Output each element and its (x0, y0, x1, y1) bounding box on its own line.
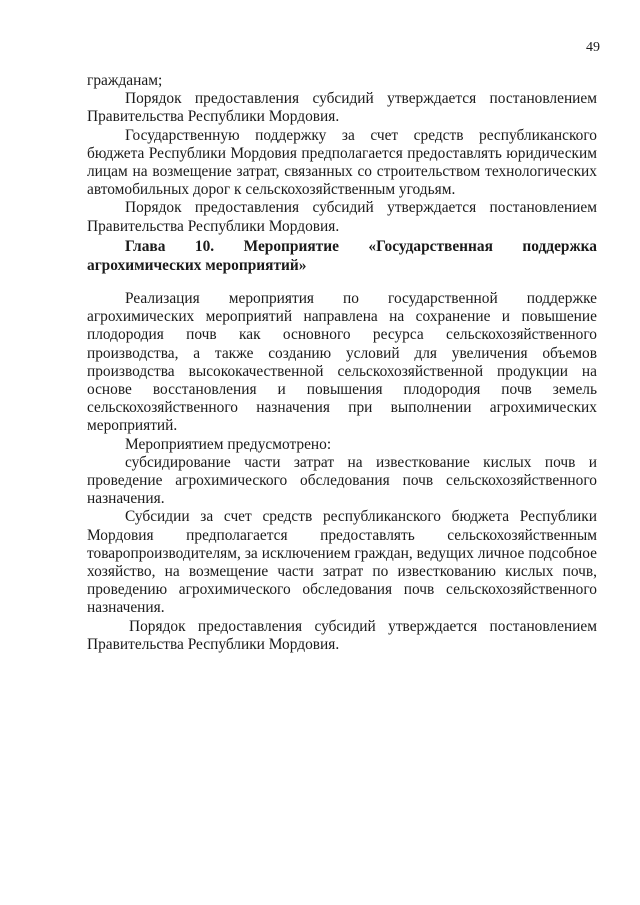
top-section (87, 72, 597, 236)
chapter-title-part-1: «Государственная (368, 238, 493, 255)
paragraph: Порядок предоставления субсидий утверждается постановлением Правительства Республики Мордовия. (87, 199, 597, 235)
paragraph: Мероприятием предусмотрено: (125, 435, 332, 453)
paragraph: Государственную поддержку за счет средств республиканского бюджета Республики Мордовия предполагается предоставлять юридическим лицам на возмещение затрат, связанных со строительством технологических автомобильных дорог к сельскохозяйственным угодьям. (87, 126, 597, 199)
chapter-heading (87, 238, 597, 275)
chapter-label: Глава (125, 238, 166, 255)
paragraph: Реализация мероприятия по государственной поддержке агрохимических мероприятий направлена на сохранение и повышение плодородия почв как основного ресурса сельскохозяйственного производства, а также созданию условий для увеличения объемов производства высококачественной сельскохозяйственной продукции на основе восстановления и повышения плодородия почв земель сельскохозяйственного назначения при выполнении агрохимических мероприятий. (87, 290, 597, 435)
paragraph: Порядок предоставления субсидий утверждается постановлением Правительства Республики Мордовия. (87, 617, 597, 653)
paragraph: гражданам; (87, 72, 163, 89)
chapter-title-part-2: поддержка (522, 238, 597, 255)
page-number: 49 (586, 40, 600, 55)
body-section (87, 290, 597, 654)
paragraph: субсидирование части затрат на известкование кислых почв и проведение агрохимического обследования почв сельскохозяйственного назначения. (87, 453, 597, 508)
chapter-heading-line-2: агрохимических мероприятий» (87, 256, 307, 274)
chapter-heading-line-1 (87, 238, 597, 257)
chapter-word: Мероприятие (243, 238, 339, 255)
chapter-number: 10. (194, 238, 215, 255)
paragraph: Субсидии за счет средств республиканского бюджета Республики Мордовия предполагается предоставлять сельскохозяйственным товаропроизводителям, за исключением граждан, ведущих личное подсобное хозяйство, на возмещение части затрат по известкованию кислых почв, проведению агрохимического обследования почв сельскохозяйственного назначения. (87, 508, 597, 617)
paragraph: Порядок предоставления субсидий утверждается постановлением Правительства Республики Мордовия. (87, 90, 597, 126)
